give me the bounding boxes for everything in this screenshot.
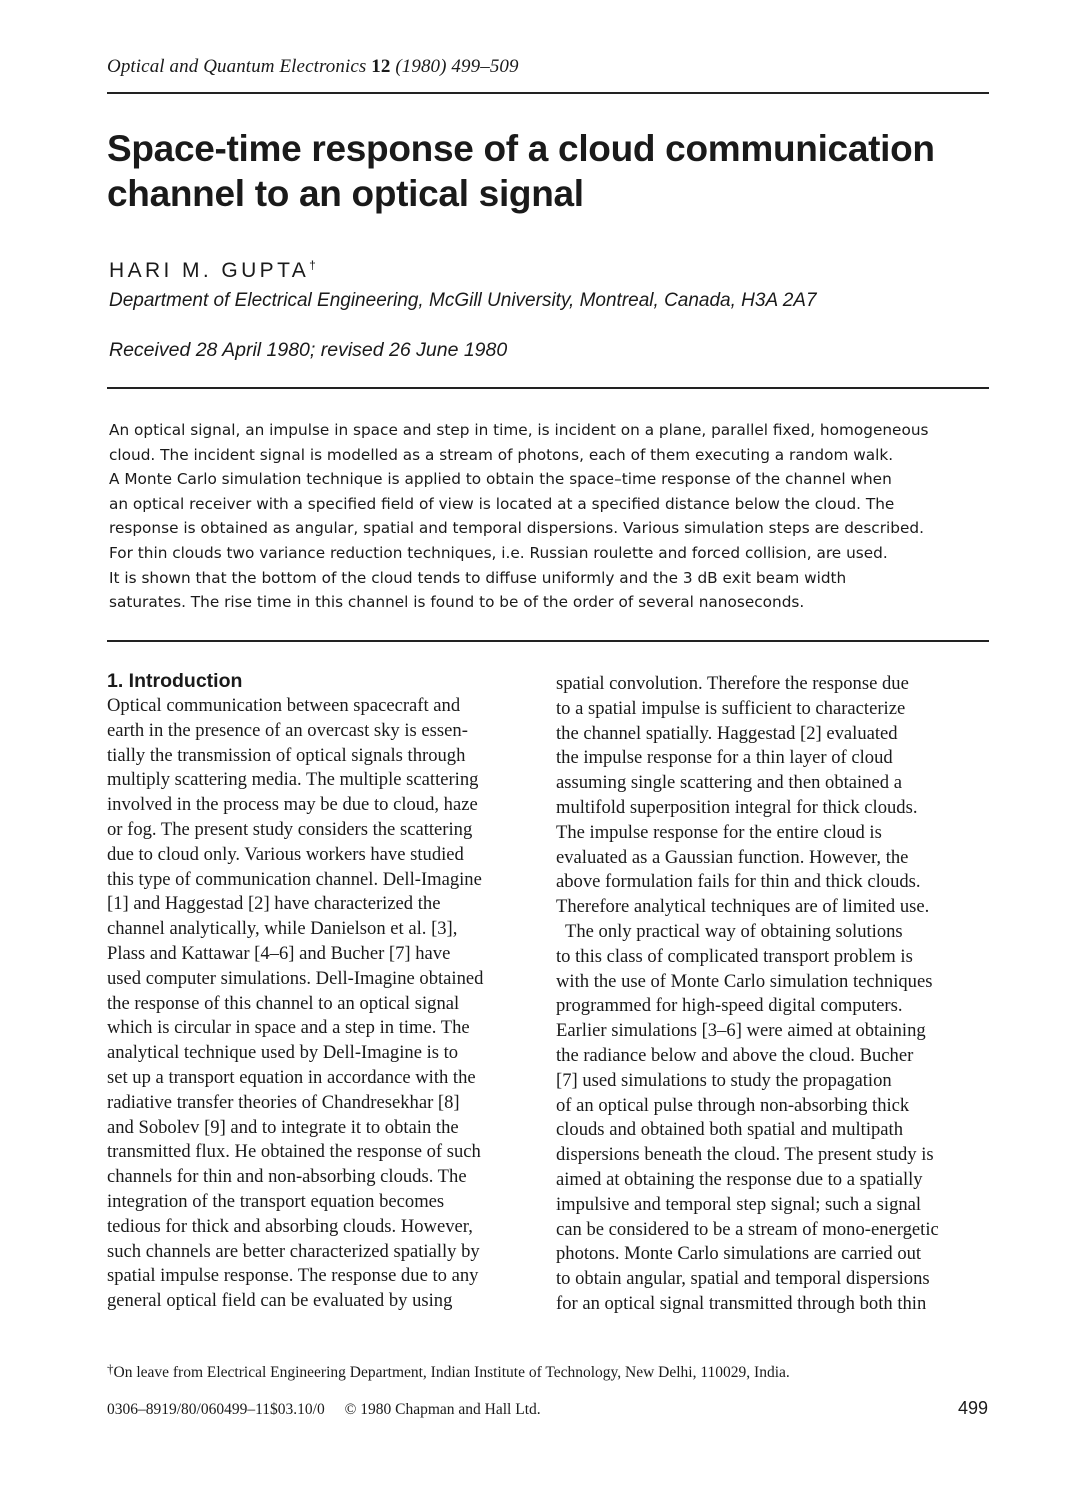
- body-line: The impulse response for the entire cloud is: [556, 821, 882, 843]
- abstract-line: For thin clouds two variance reduction techniques, i.e. Russian roulette and forced collision, are used.: [109, 543, 888, 562]
- title-line: channel to an optical signal: [107, 173, 584, 214]
- header-rule: [107, 92, 989, 94]
- body-line: used computer simulations. Dell-Imagine obtained: [107, 967, 484, 989]
- author-affiliation: Department of Electrical Engineering, McGill University, Montreal, Canada, H3A 2A7: [109, 290, 817, 311]
- body-line: the impulse response for a thin layer of cloud: [556, 747, 893, 769]
- body-line: tedious for thick and absorbing clouds. However,: [107, 1215, 473, 1237]
- journal-citation: (1980) 499–509: [395, 56, 519, 77]
- right-column: [556, 672, 996, 1317]
- author-footnote-mark: †: [309, 258, 316, 272]
- body-line: can be considered to be a stream of mono-energetic: [556, 1218, 939, 1240]
- body-line: transmitted flux. He obtained the response of such: [107, 1141, 481, 1163]
- body-line: to obtain angular, spatial and temporal dispersions: [556, 1268, 930, 1290]
- body-line: clouds and obtained both spatial and multipath: [556, 1119, 904, 1141]
- body-line: or fog. The present study considers the scattering: [107, 818, 473, 840]
- body-line: channel analytically, while Danielson et al. [3],: [107, 918, 458, 940]
- article-code: 0306–8919/80/060499–11$03.10/0: [107, 1401, 325, 1418]
- left-column: [107, 668, 547, 1314]
- body-line: analytical technique used by Dell-Imagine is to: [107, 1042, 459, 1064]
- abstract-line: An optical signal, an impulse in space and step in time, is incident on a plane, parallel fixed, homogeneous: [109, 421, 929, 439]
- body-line: Plass and Kattawar [4–6] and Bucher [7] have: [107, 942, 451, 964]
- title-line: Space-time response of a cloud communication: [107, 128, 935, 169]
- author-text: HARI M. GUPTA: [109, 259, 310, 282]
- body-line: of an optical pulse through non-absorbing thick: [556, 1094, 910, 1116]
- body-line: tially the transmission of optical signals through: [107, 744, 466, 766]
- footnote-mark: †: [107, 1361, 114, 1376]
- body-line: photons. Monte Carlo simulations are carried out: [556, 1243, 922, 1265]
- body-line: the response of this channel to an optical signal: [107, 992, 460, 1014]
- body-line: integration of the transport equation becomes: [107, 1190, 445, 1212]
- body-line: due to cloud only. Various workers have studied: [107, 843, 464, 865]
- body-line: with the use of Monte Carlo simulation techniques: [556, 970, 933, 992]
- body-line: dispersions beneath the cloud. The present study is: [556, 1144, 934, 1166]
- body-line: The only practical way of obtaining solutions: [556, 920, 903, 942]
- body-line: evaluated as a Gaussian function. However, the: [556, 846, 909, 868]
- body-line: general optical field can be evaluated by using: [107, 1290, 453, 1312]
- body-line: [7] used simulations to study the propagation: [556, 1069, 892, 1091]
- body-line: Earlier simulations [3–6] were aimed at obtaining: [556, 1020, 926, 1042]
- abstract-line: an optical receiver with a specified field of view is located at a specified distance below the cloud. The: [109, 494, 895, 513]
- body-line: programmed for high-speed digital computers.: [556, 995, 903, 1017]
- article-title: [107, 126, 1007, 216]
- body-line: set up a transport equation in accordance with the: [107, 1066, 476, 1088]
- body-line: aimed at obtaining the response due to a spatially: [556, 1168, 923, 1190]
- body-line: channels for thin and non-absorbing clouds. The: [107, 1166, 467, 1188]
- journal-name: Optical and Quantum Electronics: [107, 56, 367, 77]
- body-line: above formulation fails for thin and thick clouds.: [556, 871, 921, 893]
- abstract-line: response is obtained as angular, spatial and temporal dispersions. Various simulation steps are described.: [109, 519, 924, 538]
- footnote: [107, 1361, 790, 1382]
- body-line: such channels are better characterized spatially by: [107, 1240, 480, 1262]
- body-line: this type of communication channel. Dell-Imagine: [107, 868, 482, 890]
- abstract-line: saturates. The rise time in this channel is found to be of the order of several nanoseconds.: [109, 593, 805, 612]
- abstract-line: A Monte Carlo simulation technique is applied to obtain the space–time response of the channel when: [109, 470, 892, 489]
- body-line: which is circular in space and a step in time. The: [107, 1017, 470, 1039]
- copyright-line: [107, 1401, 541, 1419]
- body-line: spatial impulse response. The response due to any: [107, 1265, 479, 1287]
- body-line: to a spatial impulse is sufficient to characterize: [556, 697, 906, 719]
- body-line: Optical communication between spacecraft and: [107, 695, 461, 716]
- body-line: to this class of complicated transport problem is: [556, 945, 913, 967]
- copyright: © 1980 Chapman and Hall Ltd.: [344, 1401, 541, 1418]
- body-line: [1] and Haggestad [2] have characterized the: [107, 893, 441, 915]
- journal-volume: 12: [371, 56, 391, 77]
- body-line: the radiance below and above the cloud. Bucher: [556, 1044, 914, 1066]
- body-line: involved in the process may be due to cloud, haze: [107, 794, 478, 816]
- footnote-text: On leave from Electrical Engineering Department, Indian Institute of Technology, New Delhi, 110029, India.: [113, 1364, 790, 1381]
- body-line: the channel spatially. Haggestad [2] evaluated: [556, 722, 898, 744]
- abstract-line: It is shown that the bottom of the cloud tends to diffuse uniformly and the 3 dB exit beam width: [109, 568, 847, 587]
- body-line: multiply scattering media. The multiple scattering: [107, 769, 479, 791]
- body-line: assuming single scattering and then obtained a: [556, 772, 902, 794]
- abstract-bottom-rule: [107, 640, 989, 642]
- left-column-text: [107, 694, 547, 1314]
- body-line: radiative transfer theories of Chandresekhar [8]: [107, 1091, 460, 1113]
- page-number: 499: [957, 1398, 988, 1418]
- body-line: and Sobolev [9] and to integrate it to obtain the: [107, 1116, 459, 1138]
- abstract-top-rule: [107, 387, 989, 389]
- author-name: [109, 258, 316, 283]
- journal-header: [107, 56, 519, 78]
- received-dates: Received 28 April 1980; revised 26 June 1980: [109, 339, 508, 361]
- body-line: earth in the presence of an overcast sky is essen-: [107, 719, 468, 741]
- body-line: impulsive and temporal step signal; such a signal: [556, 1193, 922, 1215]
- body-line: for an optical signal transmitted through both thin: [556, 1292, 927, 1314]
- abstract: [109, 418, 994, 615]
- body-line: spatial convolution. Therefore the response due: [556, 673, 909, 694]
- body-line: multifold superposition integral for thick clouds.: [556, 796, 918, 818]
- abstract-line: cloud. The incident signal is modelled as a stream of photons, each of them executing a random walk.: [109, 445, 894, 464]
- body-line: Therefore analytical techniques are of limited use.: [556, 896, 930, 918]
- section-heading: 1. Introduction: [107, 670, 243, 692]
